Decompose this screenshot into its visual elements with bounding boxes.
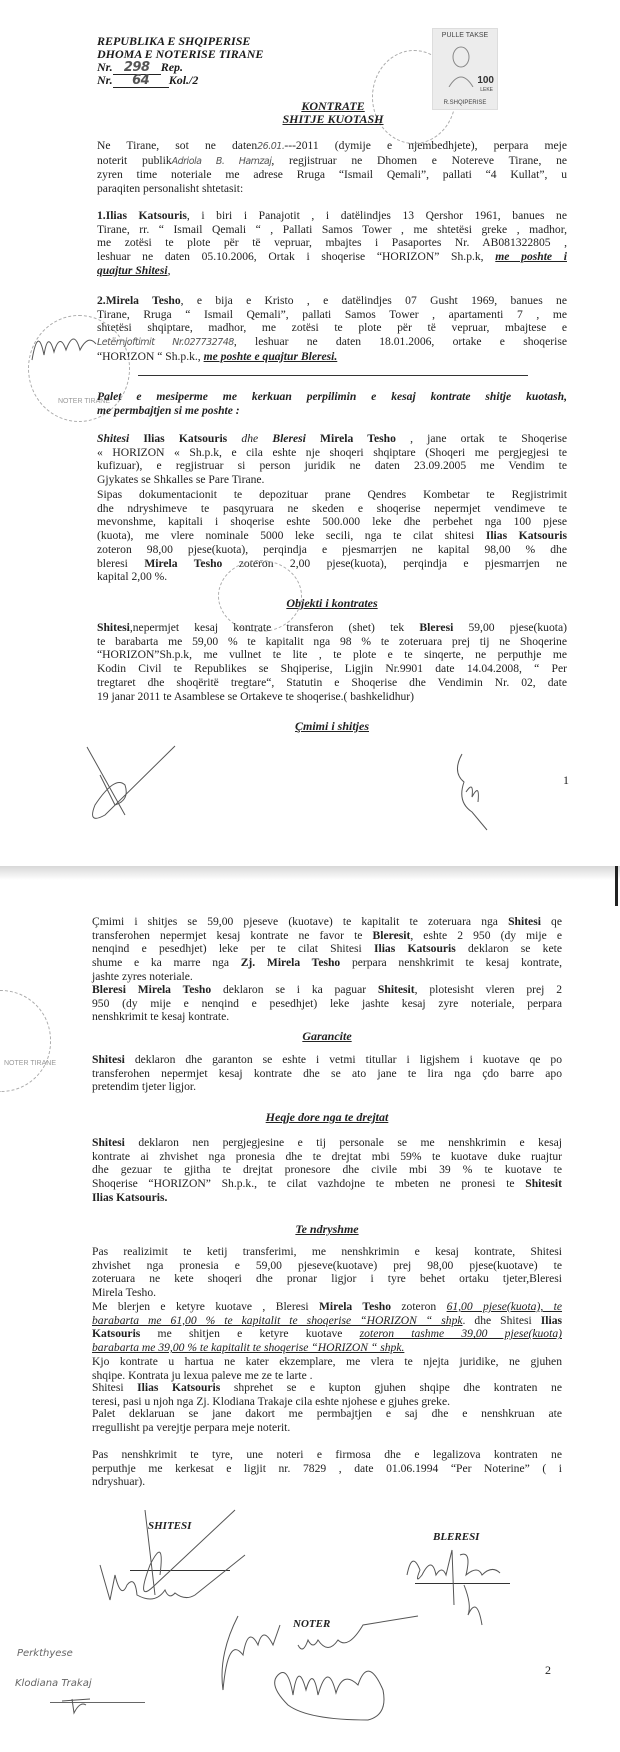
text-segment: « HORIZON « Sh.p.k, e cila eshte nje shoqeri shqiptare (Shoqeri me pergjegjesi te [97,445,567,459]
intro-paragraph [97,139,567,196]
text-line [97,459,567,473]
text-segment: Zj. Mirela Tesho [240,956,341,970]
text-line [92,1341,562,1355]
text-segment: Shitesi [97,621,130,634]
text-line [97,662,567,676]
text-segment: zoteron 98,00 pjese(kuota), perqindja e pjesmarrjen ne kapital 98,00 % dhe [97,542,567,556]
text-segment: Ilias Katsouris [143,432,228,445]
text-line [92,1475,562,1489]
text-segment: Shitesit [377,983,415,996]
text-segment: Çmimi i shitjes se 59,00 pjeseve (kuotave) te kapitalit te zoteruara nga [92,915,509,928]
text-segment: deklaron se i ka paguar [211,983,378,996]
text-segment: zoteron 2,00 pjese(kuota), perqindja e pjesmarrjen ne [222,556,567,570]
heading-price: Çmimi i shitjes [294,719,369,733]
text-segment: mevonshme, kapitali i shoqerise eshte 500.000 leke dhe perbehet nga 100 pjese [97,515,567,529]
text-line [97,223,567,237]
text-segment: Kodin Civil te Republikes se Shqiperise, Ligjin Nr.9901 date 14.04.2008, “ Per [97,662,567,676]
portrait-icon [447,43,475,87]
text-segment: , eshte 2 950 (dy mije e [410,928,562,942]
text-line [97,676,567,690]
text-segment: Katsouris [92,1327,141,1341]
text-segment: Mirela Tesho [318,1300,391,1313]
text-segment: Me blerjen e ketyre kuotave , Bleresi [92,1300,319,1313]
text-line [92,1355,562,1369]
text-segment: Pas nenshkrimit te tyre, une noteri e firmosa dhe e legalizova kontraten ne [92,1448,562,1461]
text-segment: barabarta me 39,00 % te kapitalit te shoqerise “HORIZON “ shpk. [92,1341,405,1355]
buyer-signature-label: BLERESI [433,1531,480,1543]
text-line [97,621,567,635]
text-segment: Ne Tirane, sot ne daten [97,139,258,152]
text-segment: Ilias Katsouris [137,1381,221,1394]
notary-seal-page2-text: NOTER TIRANE [4,1060,56,1067]
text-segment: Palet deklaruan se jane dakort me permbajtjen e saj dhe e nenshkruan ate [92,1407,562,1420]
text-line [97,432,567,446]
text-segment: zoteron tashme 39,00 pjese(kuota) [359,1327,562,1341]
text-segment: , jane ortak te Shoqerise [395,432,567,445]
text-segment: teresi, pasi u njoh nga Zj. Klodiana Trakaje cila eshte njohese e gjuhes greke. [92,1394,451,1408]
text-segment: 950 (dy mije e nenqind e pesedhjet) leke jashte kesaj zyre noteriale, perpara [92,996,562,1010]
text-segment: Kjo kontrate u hartua ne kater ekzemplare, me vlera te njejta juridike, ne gjuhen [92,1355,562,1368]
text-segment: zhvishet nga pronesia e 59,00 pjeseve(kuotave) prej 98,00 pjese(kuotave) te [92,1258,562,1272]
heading-object: Objekti i kontrates [286,596,378,610]
text-line [92,1286,562,1300]
text-line [92,1080,562,1094]
price-paragraph [92,915,562,984]
text-segment: zoteruara ne kete shoqeri dhe pronar ligjor i tyre behet ortaku tjeter,Bleresi [92,1272,562,1286]
text-line [92,970,562,984]
object-paragraph [97,621,567,703]
text-segment: Pas realizimit te ketij transferimi, me nenshkrimin e kesaj kontrate, Shitesi [92,1245,562,1258]
text-segment: deklaron dhe garanton se eshte i vetmi titullar i ligjshem i kuotave qe po [124,1053,562,1066]
text-line [92,1448,562,1462]
text-line [92,1259,562,1273]
waiver-paragraph [92,1136,562,1205]
translator-note-name: Klodiana Trakaj [15,1678,92,1689]
text-segment: “HORIZON “ Sh.p.k., [97,349,204,363]
misc-agreement-paragraph [92,1407,562,1434]
page-number-2: 2 [545,1663,551,1677]
text-segment: Palet e mesiperme me kerkuan perpilimin e kesaj kontrate shitje kuotash, [97,390,567,403]
notary-seal-page2-icon [0,990,51,1092]
text-line [97,446,567,460]
text-segment: Mirela Tesho [305,432,396,445]
text-line [92,1010,562,1024]
text-segment: jashte zyres noteriale. [92,969,193,983]
seller-signature-icon [95,1505,255,1607]
text-line [97,404,567,418]
text-segment: . dhe Shitesi [462,1313,541,1327]
text-line [92,1177,562,1191]
text-segment: Ilias Katsouris [485,529,567,543]
text-segment: , leshuar ne daten 18.01.2006, ortake e shoqerise [233,335,567,349]
text-segment: tregtaret dhe shoqëritë tregtare“, Statutin e Shoqerise dhe Vendimin Nr. 02, date [97,675,567,689]
rep-prefix: Nr. [97,60,113,74]
text-segment: Shitesi [92,1136,125,1149]
capital-paragraph [97,488,567,584]
text-segment: Bleresi Mirela Tesho [92,983,212,996]
text-line [92,1163,562,1177]
text-line [97,264,567,278]
text-line [97,294,567,308]
text-segment: transferohen nepermjet kesaj kontrate ne favor te [92,928,373,942]
text-segment: shume e ka marre nga [92,956,241,970]
text-line [92,1381,562,1395]
closing-paragraph [92,1448,562,1489]
text-line [92,1245,562,1259]
text-segment: 19 janar 2011 te Asamblese se Ortakeve te shoqerise.( bashkelidhur) [97,689,415,703]
text-segment: Mirela Tesho. [92,1286,157,1300]
misc-language-paragraph [92,1381,562,1408]
text-segment: deklaron se kete [455,942,562,956]
text-segment: nenqind e pesedhjet) leke per te cilat Shitesi [92,942,374,956]
text-line [97,236,567,250]
text-line [97,139,567,154]
text-segment: Shitesi [92,1053,125,1066]
text-line [92,956,562,970]
text-segment: noterit publik [97,153,172,167]
text-segment: Shitesi [508,915,541,928]
text-segment: dhe [227,432,273,445]
party-buyer-paragraph [97,294,567,364]
text-segment: ndryshuar). [92,1475,146,1489]
text-segment: Mirela Tesho [144,556,223,570]
text-line [92,983,562,997]
tax-stamp [432,28,498,110]
text-line [97,250,567,264]
text-line [97,557,567,571]
text-segment: Tirane, rr. “ Ismail Qemali “ , Pallati Samos Tower , me shtetësi greke , madhor, [97,222,567,236]
text-segment: me permbajtjen si me poshte : [97,403,240,417]
text-segment: dhe ndryshimeve te pasqyruara ne skeden e shoqerise nepermjet vendimeve te [97,501,567,515]
text-segment: transferohen nepermjet kesaj kontrate dhe se ato jane te lira nga çdo barre apo [92,1066,562,1080]
text-line [92,915,562,929]
text-line [92,1272,562,1286]
translator-note-title: Perkthyese [17,1648,73,1659]
text-line [97,543,567,557]
initials-signature-icon [30,320,100,370]
document-subtitle: SHITJE KUOTASH [282,112,384,126]
misc-copies-paragraph [92,1355,562,1382]
text-line [92,1327,562,1341]
text-segment: (kuota), me vlere nominale 5000 leke secili, nga te cilat shitesi [97,529,486,543]
rep-number: 298 [123,60,150,75]
text-line [92,1300,562,1314]
text-segment: ,nepermjet kesaj kontrate transferon (shet) tek [129,621,420,634]
tax-stamp-currency: LEKE [480,87,493,93]
guarantees-paragraph [92,1053,562,1094]
text-segment: Tirane, Rruga “ Ismail Qemali”, pallati Samos Tower , apartamenti 7 , me [97,307,567,321]
text-segment: me zotësi te plote për të vepruar, mbajtes i Pasaportes Nr. AB081322805 , [97,236,567,250]
text-segment: rregullisht pa verejtje perpara meje noterit. [92,1420,291,1434]
heading-guarantees: Garancite [302,1029,352,1043]
text-segment: Gjykates se Shkalles se Pare Tirane. [97,473,265,487]
text-line [97,168,567,182]
notary-signature-icon [218,1615,448,1725]
text-segment: , regjistruar ne Dhomen e Notereve Tirane, ne [271,153,568,167]
text-line [97,515,567,529]
text-segment: Ilias Katsouris [373,942,456,956]
text-line [97,321,567,335]
text-segment: ---2011 (dymije e njembedhjete), perpara meje [284,139,567,152]
text-line [97,308,567,322]
text-line [92,942,562,956]
text-segment: paraqiten personalisht shtetasit: [97,182,244,196]
text-line [97,182,567,196]
text-segment: 2.Mirela Tesho [97,294,181,307]
text-segment: kufizuar), e regjistruar si person juridik ne daten 23.09.2005 me Vendim te [97,459,567,473]
parties-request-paragraph [97,390,567,417]
text-segment: Ilias [540,1313,562,1327]
text-line [97,390,567,404]
text-segment: bleresi [97,556,145,570]
text-line [97,690,567,704]
header-chamber: DHOMA E NOTERISE TIRANE [97,47,264,61]
misc-transfer-paragraph [92,1245,562,1300]
shareholders-paragraph [97,432,567,487]
text-line [97,648,567,662]
text-segment: Bleresi [272,432,306,445]
text-segment: , [167,263,171,277]
text-segment: dhe gezuar te gjitha te drejtat pronesore dhe civile mbi 39 % te kuotave te [92,1163,562,1177]
party-seller-paragraph [97,209,567,278]
seller-initials-signature-icon [85,745,177,827]
text-line [92,1067,562,1081]
text-segment: 59,00 pjese(kuota) [453,621,567,634]
divider [138,375,528,376]
kol-suffix: Kol./2 [168,73,199,87]
text-line [92,1150,562,1164]
text-segment: nenshkrimit te kesaj kontrate. [92,1010,230,1024]
handwritten-entry: Adriola B. Hamzaj [171,155,272,167]
text-segment: pretendim tjeter ligjor. [92,1080,196,1094]
text-line [97,635,567,649]
text-segment: , i biri i Panajotit , i datëlindjes 13 Qershor 1961, banues ne [186,209,567,222]
text-segment: shprehet se e kupton gjuhen shqipe dhe kontraten ne [220,1381,562,1394]
tax-stamp-label: PULLE TAKSE [441,32,489,39]
text-line [97,154,567,169]
text-segment: Ilias Katsouris. [92,1190,168,1204]
text-line [92,1053,562,1067]
page-number-1: 1 [563,773,569,787]
heading-misc: Te ndryshme [295,1222,359,1236]
text-line [92,929,562,943]
text-segment: Shoqerise “HORIZON” Sh.p.k., te cilat vazhdojne te mbeten ne pronesi te [92,1177,526,1191]
text-segment: deklaron nen pergjegjesine e tij personale se me nenshkrimin e kesaj [124,1136,562,1149]
handwritten-entry: Letërnjoftimit Nr.027732748 [97,337,234,349]
text-segment: quajtur Shitesi [97,263,168,277]
text-segment: , plotesisht vleren prej 2 [414,983,562,996]
text-segment: qe [540,915,563,928]
text-segment: , e bija e Kristo , e datëlindjes 07 Gusht 1969, banues ne [180,294,567,307]
text-segment: 1.Ilias Katsouris [97,209,187,222]
text-segment: shtetësi shqiptare, madhor, me zotësi te plote për të vepruar, mbajtese e [97,321,567,335]
text-segment: barabarta me 61,00 % te kapitalit te shoqerise “HORIZON “ shpk [92,1313,463,1327]
heading-waiver: Heqje dore nga te drejtat [265,1110,389,1124]
text-segment: Shitesit [525,1177,562,1191]
text-line [97,488,567,502]
text-segment: me poshte e quajtur Bleresi. [203,349,338,363]
header-republic: REPUBLIKA E SHQIPERISE [97,34,251,48]
text-segment: Bleresit [372,928,411,942]
seller-signature-label: SHITESI [148,1520,192,1532]
text-line [97,473,567,487]
text-segment: perpara nenshkrimit te kesaj kontrate, [340,956,562,970]
text-segment: Shitesi [97,432,130,445]
translator-signature-icon [60,1695,100,1715]
page-break [0,866,620,880]
text-segment: 61,00 pjese(kuota), te [446,1300,563,1313]
text-segment: zyren time noteriale me adrese Rruga “Ismail Qemali”, pallati “4 Kullat”, u [97,168,567,182]
text-segment: me shitjen e ketyre kuotave [140,1327,360,1341]
payment-paragraph [92,983,562,1024]
text-segment: me poshte i [495,250,567,264]
text-line [92,1191,562,1205]
text-segment: kontrate ai zhvishet nga pronesia dhe te drejtat mbi 59% te kuotave duke ruajtur [92,1149,562,1163]
text-segment: Shitesi [92,1381,138,1394]
text-segment: “HORIZON”Sh.p.k, me vullnet te lite , te plote e te sinqerte, ne perputhje me [97,648,567,662]
text-line [92,1407,562,1421]
text-segment: perputhje me kerkesat e ligjit nr. 7829 , date 01.06.1994 “Per Noterine” ( i [92,1461,562,1475]
text-segment: Bleresi [419,621,454,634]
buyer-initials-signature-icon [452,752,502,832]
text-segment: shqipe. Kontrata ju lexua paleve me ze te larte . [92,1368,313,1382]
text-line [97,570,567,584]
notary-seal-text: NOTER TIRANE [58,398,110,405]
kol-number: 64 [132,73,150,88]
document-title: KONTRATE [301,99,365,113]
text-line [92,1462,562,1476]
text-segment: te barabarta me 59,00 % te kapitalit nga 98 % te zoteruara prej tij ne Shoqerine [97,634,567,648]
text-line [92,997,562,1011]
text-line [97,350,567,364]
text-line [92,1421,562,1435]
misc-ownership-paragraph [92,1300,562,1355]
text-segment [129,432,143,445]
text-segment: kapital 2,00 %. [97,570,168,584]
tax-stamp-value: 100 [477,75,494,86]
notary-signature-label: NOTER [293,1618,331,1630]
text-line [97,529,567,543]
text-line [97,209,567,223]
handwritten-entry: 26.01. [257,141,285,152]
kol-prefix: Nr. [97,73,113,87]
text-segment: Sipas dokumentacionit te depozituar prane Qendres Kombetar te Regjistrimit [97,488,567,501]
tax-stamp-country: R.SHQIPERISE [443,100,487,106]
text-line [92,1314,562,1328]
text-line [92,1136,562,1150]
text-segment: leshuar ne daten 05.10.2006, Ortak i shoqerise “HORIZON” Sh.p.k, [97,250,496,264]
scan-edge [615,866,618,906]
rep-suffix: Rep. [160,60,184,74]
text-line [97,502,567,516]
text-line [97,335,567,350]
text-segment: zoteron [391,1300,447,1313]
header-kol-number [97,74,198,88]
